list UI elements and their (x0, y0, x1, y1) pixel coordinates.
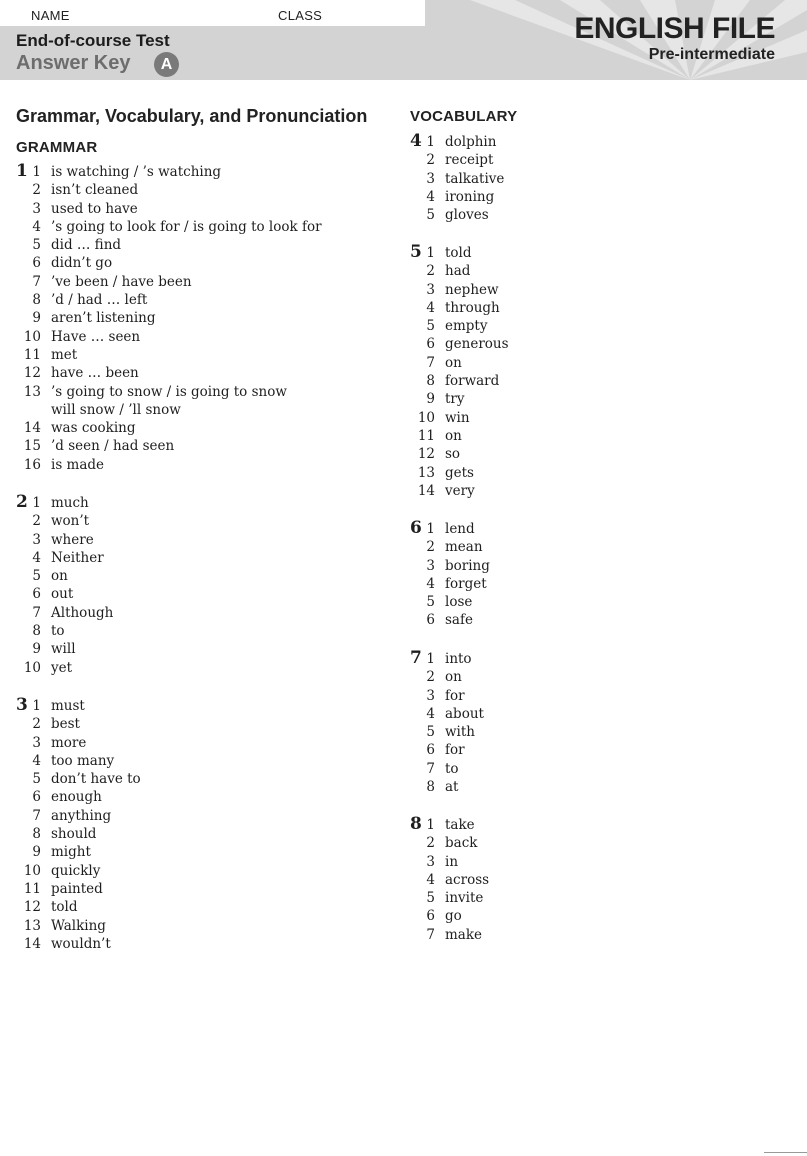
item-number: 11 (417, 427, 435, 444)
item-number: 15 (23, 438, 41, 455)
answer-text: win (445, 409, 470, 426)
answer-text: about (445, 705, 484, 722)
item-number: 6 (426, 612, 435, 629)
answer-text: generous (445, 336, 509, 353)
answer-text: quickly (51, 862, 101, 879)
answer-text: across (445, 871, 490, 888)
item-number: 7 (32, 604, 41, 621)
item-number: 6 (426, 908, 435, 925)
answer-text: isn’t cleaned (51, 182, 139, 199)
answer-text: anything (51, 807, 112, 824)
answer-text: safe (445, 612, 473, 629)
exercise-8 (410, 816, 489, 944)
item-number: 3 (32, 734, 41, 751)
answer-item (16, 531, 113, 549)
answer-item (16, 862, 141, 880)
answer-list (16, 494, 113, 677)
item-number: 6 (426, 336, 435, 353)
answer-text: take (445, 817, 475, 833)
answer-text: didn’t go (51, 255, 113, 272)
answer-text: very (445, 482, 475, 499)
answer-list (410, 133, 504, 224)
item-number: 3 (426, 853, 435, 870)
answer-text: best (51, 716, 80, 733)
answer-text: talkative (445, 170, 505, 187)
item-number: 7 (426, 760, 435, 777)
exercise-1 (16, 163, 322, 474)
item-number: 6 (32, 255, 41, 272)
item-number: 4 (32, 549, 41, 566)
answer-item (16, 456, 322, 474)
version-badge: A (154, 52, 179, 77)
answer-item (16, 585, 113, 603)
item-number: 5 (32, 771, 41, 788)
answer-text: through (445, 299, 500, 316)
answer-item (16, 917, 141, 935)
answer-item (16, 200, 322, 218)
answer-item (410, 816, 489, 834)
item-number: 2 (426, 835, 435, 852)
answer-item (410, 723, 484, 741)
item-number: 4 (426, 705, 435, 722)
item-number: 1 (32, 495, 41, 511)
answer-text: ’d / had … left (51, 292, 148, 309)
answer-item (16, 697, 141, 715)
item-number: 10 (23, 328, 41, 345)
answer-item (410, 889, 489, 907)
exercise-number: 1 (16, 161, 28, 181)
answer-item (16, 346, 322, 364)
level-subtitle: Pre-intermediate (648, 46, 775, 63)
item-number: 12 (417, 446, 435, 463)
answer-item (16, 770, 141, 788)
item-number: 11 (23, 880, 41, 897)
item-number: 1 (32, 164, 41, 180)
answer-text: painted (51, 880, 103, 897)
answer-text: forward (445, 373, 500, 390)
answer-text: ’s going to look for / is going to look for (51, 218, 322, 235)
answer-item (410, 188, 504, 206)
answer-item (16, 401, 322, 419)
answer-text: is made (51, 456, 105, 473)
item-number: 8 (32, 623, 41, 640)
answer-text: lend (445, 521, 475, 537)
answer-item (16, 935, 141, 953)
item-number: 5 (426, 724, 435, 741)
answer-text: more (51, 734, 87, 751)
item-number: 7 (426, 354, 435, 371)
answer-text: back (445, 835, 478, 852)
answer-item (410, 151, 504, 169)
answer-item (16, 254, 322, 272)
item-number: 5 (426, 890, 435, 907)
answer-item (16, 291, 322, 309)
item-number: 7 (32, 807, 41, 824)
answer-text: go (445, 908, 462, 925)
section-title: Grammar, Vocabulary, and Pronunciation (16, 106, 368, 126)
answer-text: out (51, 586, 74, 603)
answer-text: is watching / ’s watching (51, 164, 222, 180)
answer-text: might (51, 844, 91, 861)
answer-text: forget (445, 575, 487, 592)
answer-text: invite (445, 890, 484, 907)
exercise-number: 3 (16, 695, 28, 715)
item-number: 6 (32, 586, 41, 603)
answer-item (410, 687, 484, 705)
answer-item (410, 206, 504, 224)
item-number: 13 (23, 383, 41, 400)
answer-text: lose (445, 594, 473, 611)
item-number: 1 (32, 698, 41, 714)
answer-item (16, 604, 113, 622)
item-number: 5 (32, 237, 41, 254)
item-number: 5 (32, 568, 41, 585)
answer-text: was cooking (51, 420, 136, 437)
item-number: 5 (426, 318, 435, 335)
answer-list (410, 816, 489, 944)
answer-item (16, 807, 141, 825)
answer-item (410, 650, 484, 668)
answer-text: Although (51, 604, 114, 621)
exercise-number: 8 (410, 814, 422, 834)
answer-text: ’s going to snow / is going to snow (51, 383, 287, 400)
item-number: 1 (426, 651, 435, 667)
item-number: 5 (426, 207, 435, 224)
item-number: 4 (32, 218, 41, 235)
answer-item (410, 482, 509, 500)
item-number: 14 (417, 482, 435, 499)
answer-text: to (51, 623, 65, 640)
item-number: 3 (426, 687, 435, 704)
footer-rule (764, 1152, 807, 1153)
answer-item (410, 741, 484, 759)
answer-item (410, 317, 509, 335)
answer-list (16, 163, 322, 474)
answer-text: must (51, 698, 85, 714)
class-label: CLASS (278, 8, 323, 23)
item-number: 14 (23, 420, 41, 437)
answer-text: so (445, 446, 461, 463)
answer-item (16, 640, 113, 658)
answer-text: for (445, 742, 465, 759)
exercise-3 (16, 697, 141, 953)
item-number: 9 (32, 844, 41, 861)
answer-text: with (445, 724, 475, 741)
exercise-number: 2 (16, 492, 28, 512)
answer-item (16, 383, 322, 401)
answer-item (16, 236, 322, 254)
answer-item (410, 538, 490, 556)
answer-text: have … been (51, 365, 139, 382)
answer-item (16, 622, 113, 640)
answer-text: try (445, 391, 465, 408)
item-number: 16 (23, 456, 41, 473)
exercise-number: 5 (410, 242, 422, 262)
answer-item (410, 760, 484, 778)
answer-text: on (445, 354, 462, 371)
answer-item (410, 372, 509, 390)
item-number: 11 (23, 346, 41, 363)
answer-item (16, 494, 113, 512)
answer-text: on (445, 669, 462, 686)
answer-item (410, 244, 509, 262)
answer-item (410, 557, 490, 575)
answer-text: Walking (51, 917, 106, 934)
brand-title: ENGLISH FILE (574, 12, 775, 45)
answer-item (410, 520, 490, 538)
answer-text: gloves (445, 207, 489, 224)
answer-item (410, 575, 490, 593)
answer-item (16, 880, 141, 898)
grammar-heading: GRAMMAR (16, 139, 98, 156)
answer-text: ’d seen / had seen (51, 438, 175, 455)
answer-item (16, 218, 322, 236)
item-number: 9 (426, 391, 435, 408)
item-number: 5 (426, 594, 435, 611)
answer-text: Neither (51, 549, 104, 566)
answer-text: into (445, 651, 472, 667)
answer-text: Have … seen (51, 328, 141, 345)
name-class-bar (0, 0, 425, 26)
item-number: 3 (426, 557, 435, 574)
answer-item (16, 419, 322, 437)
answer-text: gets (445, 464, 474, 481)
answer-text: aren’t listening (51, 310, 156, 327)
exercise-7 (410, 650, 484, 796)
answer-list (410, 650, 484, 796)
item-number: 2 (426, 669, 435, 686)
item-number: 13 (417, 464, 435, 481)
answer-item (16, 309, 322, 327)
item-number: 10 (417, 409, 435, 426)
item-number: 14 (23, 935, 41, 952)
item-number: 3 (426, 281, 435, 298)
answer-text: to (445, 760, 459, 777)
answer-item (16, 752, 141, 770)
answer-text: ’ve been / have been (51, 273, 192, 290)
answer-list (410, 520, 490, 630)
item-number: 1 (426, 245, 435, 261)
answer-item (410, 611, 490, 629)
answer-list (16, 697, 141, 953)
item-number: 2 (32, 513, 41, 530)
answer-text: used to have (51, 200, 138, 217)
answer-item (410, 133, 504, 151)
answer-item (16, 512, 113, 530)
answer-item (410, 409, 509, 427)
answer-item (410, 170, 504, 188)
item-number: 8 (426, 373, 435, 390)
item-number: 10 (23, 862, 41, 879)
name-label: NAME (31, 8, 70, 23)
item-number: 7 (32, 273, 41, 290)
answer-text: for (445, 687, 465, 704)
exercise-6 (410, 520, 490, 630)
answer-item (16, 328, 322, 346)
item-number: 4 (426, 871, 435, 888)
item-number: 7 (426, 926, 435, 943)
test-title: End-of-course Test (16, 31, 170, 50)
answer-item (410, 834, 489, 852)
answer-text: wouldn’t (51, 935, 111, 952)
answer-text: too many (51, 752, 115, 769)
answer-item (410, 907, 489, 925)
answer-item (410, 390, 509, 408)
answer-item (16, 788, 141, 806)
answer-item (410, 871, 489, 889)
item-number: 2 (426, 263, 435, 280)
answer-text: will snow / ’ll snow (51, 401, 181, 418)
item-number: 2 (32, 716, 41, 733)
answer-item (410, 668, 484, 686)
item-number: 12 (23, 365, 41, 382)
answer-item (410, 926, 489, 944)
exercise-number: 4 (410, 131, 422, 151)
answer-item (410, 262, 509, 280)
answer-item (16, 825, 141, 843)
answer-list (410, 244, 509, 500)
item-number: 4 (426, 188, 435, 205)
answer-text: empty (445, 318, 488, 335)
exercise-4 (410, 133, 504, 224)
exercise-5 (410, 244, 509, 500)
answer-text: in (445, 853, 459, 870)
answer-item (16, 567, 113, 585)
answer-text: much (51, 495, 89, 511)
item-number: 6 (32, 789, 41, 806)
answer-text: boring (445, 557, 490, 574)
answer-item (16, 163, 322, 181)
answer-item (16, 549, 113, 567)
answer-text: did … find (51, 237, 122, 254)
answer-item (410, 593, 490, 611)
answer-text: on (445, 427, 462, 444)
item-number: 8 (32, 292, 41, 309)
item-number: 12 (23, 899, 41, 916)
answer-item (16, 364, 322, 382)
answer-item (16, 181, 322, 199)
answer-text: receipt (445, 152, 494, 169)
answer-text: told (51, 899, 78, 916)
item-number: 2 (426, 152, 435, 169)
answer-text: had (445, 263, 471, 280)
answer-item (16, 898, 141, 916)
item-number: 1 (426, 134, 435, 150)
item-number: 8 (426, 779, 435, 796)
answer-item (16, 715, 141, 733)
answer-text: ironing (445, 188, 495, 205)
answer-item (410, 464, 509, 482)
answer-text: will (51, 641, 76, 658)
answer-item (16, 273, 322, 291)
answer-item (16, 843, 141, 861)
item-number: 4 (32, 752, 41, 769)
item-number: 3 (426, 170, 435, 187)
item-number: 3 (32, 531, 41, 548)
answer-text: nephew (445, 281, 499, 298)
answer-text: at (445, 779, 459, 796)
answer-key-title: Answer Key (16, 52, 131, 74)
answer-item (410, 335, 509, 353)
exercise-number: 6 (410, 518, 422, 538)
exercise-2 (16, 494, 113, 677)
answer-item (16, 659, 113, 677)
answer-text: on (51, 568, 68, 585)
answer-text: mean (445, 539, 483, 556)
answer-text: should (51, 826, 97, 843)
answer-text: won’t (51, 513, 90, 530)
answer-text: met (51, 346, 78, 363)
answer-item (16, 734, 141, 752)
item-number: 4 (426, 575, 435, 592)
answer-item (410, 299, 509, 317)
item-number: 10 (23, 659, 41, 676)
answer-item (410, 853, 489, 871)
answer-text: where (51, 531, 94, 548)
answer-text: yet (51, 659, 73, 676)
page-header (0, 0, 807, 80)
item-number: 4 (426, 299, 435, 316)
item-number: 1 (426, 817, 435, 833)
answer-text: told (445, 245, 472, 261)
item-number: 9 (32, 310, 41, 327)
vocabulary-heading: VOCABULARY (410, 108, 518, 125)
answer-text: don’t have to (51, 771, 141, 788)
answer-item (410, 778, 484, 796)
answer-item (410, 281, 509, 299)
answer-item (410, 354, 509, 372)
item-number: 3 (32, 200, 41, 217)
item-number: 2 (426, 539, 435, 556)
item-number: 8 (32, 826, 41, 843)
item-number: 9 (32, 641, 41, 658)
item-number: 13 (23, 917, 41, 934)
item-number: 1 (426, 521, 435, 537)
answer-text: dolphin (445, 134, 497, 150)
item-number: 6 (426, 742, 435, 759)
item-number: 2 (32, 182, 41, 199)
answer-item (410, 705, 484, 723)
answer-text: make (445, 926, 483, 943)
answer-item (410, 445, 509, 463)
answer-item (16, 437, 322, 455)
answer-text: enough (51, 789, 102, 806)
answer-item (410, 427, 509, 445)
exercise-number: 7 (410, 648, 422, 668)
